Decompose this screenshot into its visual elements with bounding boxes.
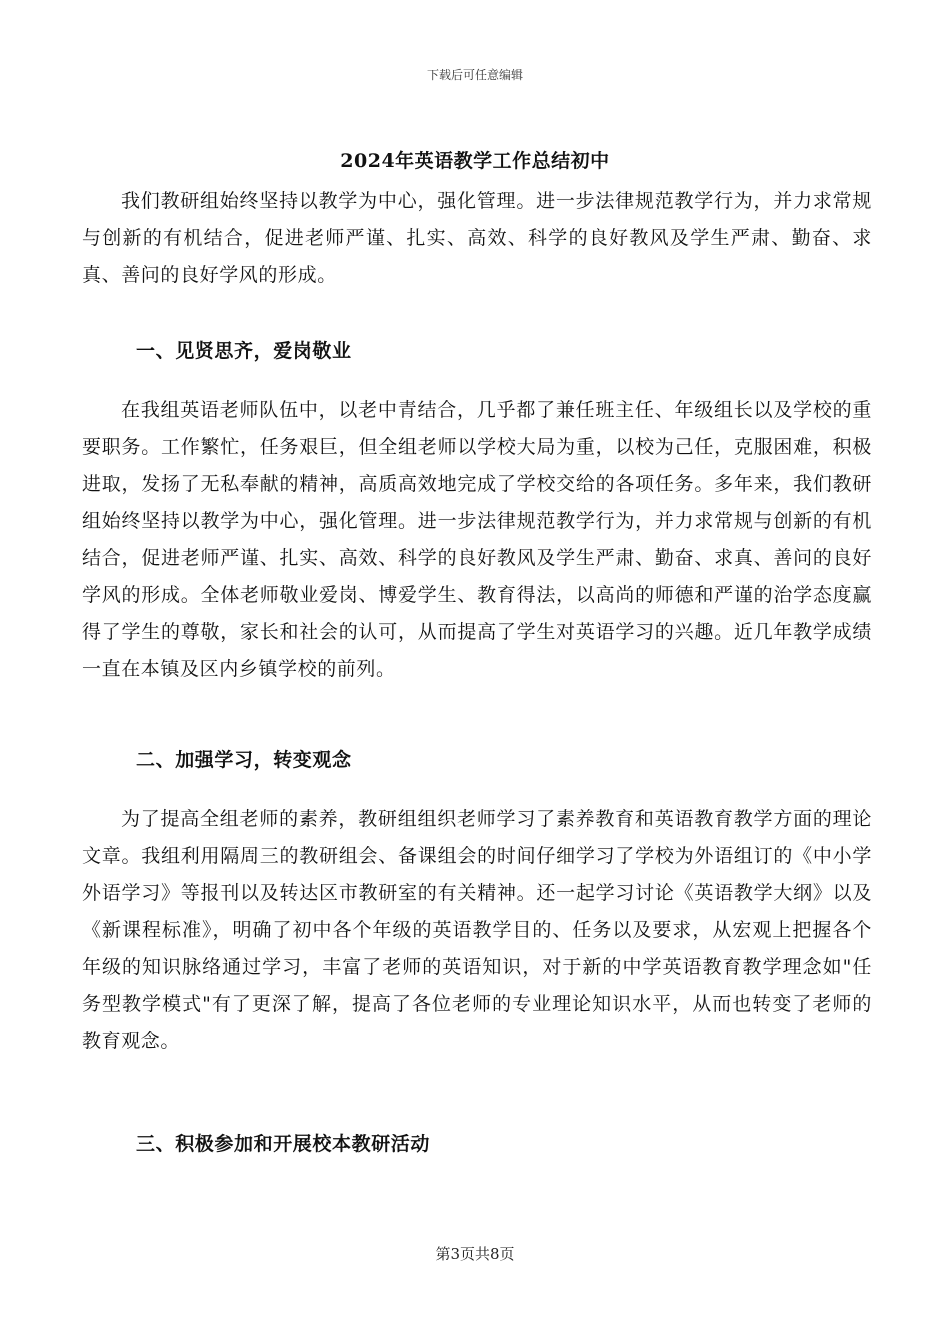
- intro-paragraph-block: [82, 183, 872, 294]
- section-heading-3: 三、积极参加和开展校本教研活动: [136, 1133, 431, 1155]
- section-2-paragraph: 为了提高全组老师的素养，教研组组织老师学习了素养教育和英语教育教学方面的理论文章。我组利用隔周三的教研组会、备课组会的时间仔细学习了学校为外语组订的《中小学外语学习》等报刊以及转达区市教研室的有关精神。还一起学习讨论《英语教学大纲》以及《新课程标准》，明确了初中各个年级的英语教学目的、任务以及要求，从宏观上把握各个年级的知识脉络通过学习，丰富了老师的英语知识，对于新的中学英语教育教学理念如"任务型教学模式"有了更深了解，提高了各位老师的专业理论知识水平，从而也转变了老师的教育观念。: [82, 808, 872, 1052]
- section-1-paragraph: 在我组英语老师队伍中，以老中青结合，几乎都了兼任班主任、年级组长以及学校的重要职务。工作繁忙，任务艰巨，但全组老师以学校大局为重，以校为己任，克服困难，积极进取，发扬了无私奉献的精神，高质高效地完成了学校交给的各项任务。多年来，我们教研组始终坚持以教学为中心，强化管理。进一步法律规范教学行为，并力求常规与创新的有机结合，促进老师严谨、扎实、高效、科学的良好教风及学生严肃、勤奋、求真、善问的良好学风的形成。全体老师敬业爱岗、博爱学生、教育得法，以高尚的师德和严谨的治学态度赢得了学生的尊敬，家长和社会的认可，从而提高了学生对英语学习的兴趣。近几年教学成绩一直在本镇及区内乡镇学校的前列。: [82, 399, 872, 680]
- section-2-body-block: [82, 801, 872, 1060]
- section-heading-2: 二、加强学习，转变观念: [136, 749, 352, 771]
- document-title: 2024年英语教学工作总结初中: [340, 150, 610, 172]
- header-note: 下载后可任意编辑: [426, 68, 523, 82]
- intro-paragraph: 我们教研组始终坚持以教学为中心，强化管理。进一步法律规范教学行为，并力求常规与创新的有机结合，促进老师严谨、扎实、高效、科学的良好教风及学生严肃、勤奋、求真、善问的良好学风的形成。: [82, 190, 872, 286]
- section-heading-1: 一、见贤思齐，爱岗敬业: [136, 340, 352, 362]
- page-number-footer: 第3页共8页: [435, 1245, 515, 1263]
- section-1-body-block: [82, 392, 872, 688]
